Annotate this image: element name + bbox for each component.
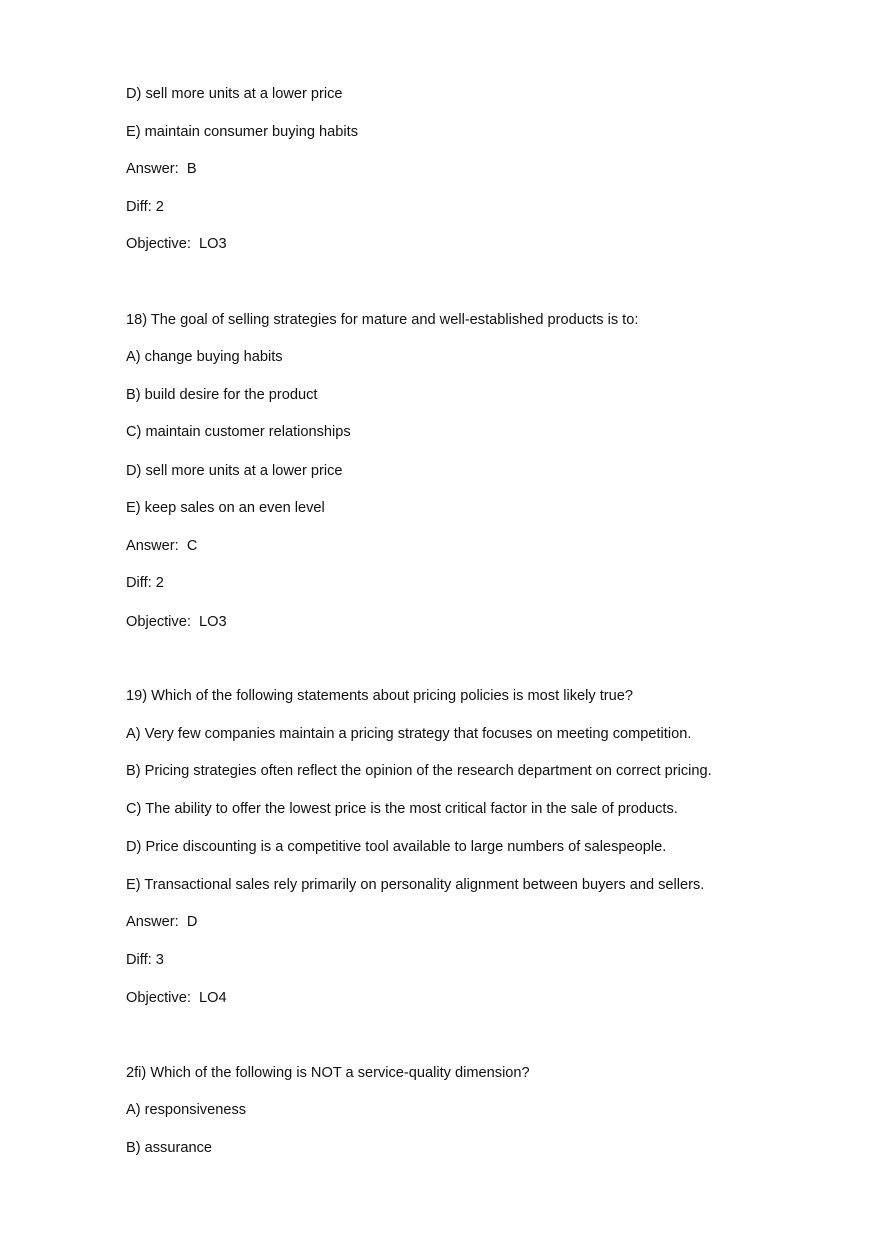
question-19-choice-c: C) The ability to offer the lowest price is the most critical factor in the sale of products. [126, 801, 678, 817]
question-19-choice-d: D) Price discounting is a competitive tool available to large numbers of salespeople. [126, 839, 667, 855]
question-19-stem: 19) Which of the following statements about pricing policies is most likely true? [126, 688, 633, 704]
question-18-diff: Diff: 2 [126, 575, 164, 591]
question-18-choice-e: E) keep sales on an even level [126, 500, 325, 516]
question-20-choice-a: A) responsiveness [126, 1102, 247, 1118]
question-19-choice-b: B) Pricing strategies often reflect the opinion of the research department on correct pricing. [126, 763, 712, 779]
question-19-choice-a: A) Very few companies maintain a pricing strategy that focuses on meeting competition. [126, 726, 692, 742]
question-18-choice-c: C) maintain customer relationships [126, 424, 351, 440]
question-19-objective: Objective: LO4 [126, 990, 227, 1006]
question-18-choice-b: B) build desire for the product [126, 387, 318, 403]
prev-question-choice-e: E) maintain consumer buying habits [126, 124, 358, 140]
question-19-choice-e: E) Transactional sales rely primarily on personality alignment between buyers and sellers. [126, 877, 705, 893]
prev-question-diff: Diff: 2 [126, 199, 164, 215]
question-19-diff: Diff: 3 [126, 952, 164, 968]
question-18-stem: 18) The goal of selling strategies for mature and well-established products is to: [126, 312, 639, 328]
prev-question-objective: Objective: LO3 [126, 236, 227, 252]
question-18-choice-a: A) change buying habits [126, 349, 283, 365]
question-18-answer: Answer: C [126, 538, 198, 554]
question-20-stem: 2fi) Which of the following is NOT a service-quality dimension? [126, 1065, 530, 1081]
question-20-choice-b: B) assurance [126, 1140, 212, 1156]
prev-question-answer: Answer: B [126, 161, 197, 177]
question-18-objective: Objective: LO3 [126, 614, 227, 630]
question-19-answer: Answer: D [126, 914, 198, 930]
question-18-choice-d: D) sell more units at a lower price [126, 463, 343, 479]
prev-question-choice-d: D) sell more units at a lower price [126, 86, 343, 102]
